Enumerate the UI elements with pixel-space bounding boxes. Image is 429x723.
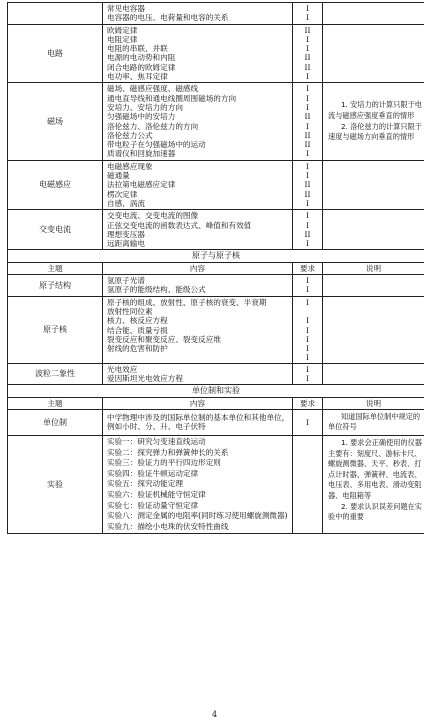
requirement-level: I xyxy=(306,418,309,428)
content-item: 匀强磁场中的安培力 xyxy=(107,112,176,122)
table-row-capacitor-tail xyxy=(8,3,425,25)
requirement-cell xyxy=(293,160,323,209)
requirement-level: I xyxy=(306,121,309,131)
requirement-level: I xyxy=(306,344,309,354)
requirement-level: I xyxy=(306,161,309,171)
note-cell xyxy=(323,160,425,209)
requirement-level: I xyxy=(306,44,309,54)
requirement-level: I xyxy=(306,364,309,374)
content-item: 质谱仪和回旋加速器 xyxy=(107,149,176,159)
content-item: 射线的危害和防护 xyxy=(107,344,168,354)
content-item: 洛伦兹力公式 xyxy=(107,130,153,140)
topic-cell: 单位制 xyxy=(8,409,103,435)
content-item: 爱因斯坦光电效应方程 xyxy=(107,373,183,383)
requirement-level: I xyxy=(306,276,309,286)
content-cell xyxy=(103,24,293,83)
content-item: 磁通量 xyxy=(107,171,130,181)
table-row-induction xyxy=(8,160,425,209)
column-header-note: 说明 xyxy=(323,397,425,409)
requirement-cell xyxy=(293,24,323,83)
content-cell xyxy=(103,160,293,209)
content-item: 洛伦兹力、洛伦兹力的方向 xyxy=(107,121,199,131)
content-item: 理想变压器 xyxy=(107,229,145,239)
content-item: 电阻定律 xyxy=(107,34,138,44)
topic-cell-empty xyxy=(8,3,103,25)
topic-cell: 交变电流 xyxy=(8,210,103,250)
content-cell xyxy=(103,210,293,250)
topic-cell: 磁场 xyxy=(8,83,103,160)
content-item: 实验五：探究动能定理 xyxy=(107,479,183,489)
requirement-level: I xyxy=(306,34,309,44)
note-cell xyxy=(323,363,425,385)
content-item: 氢原子光谱 xyxy=(107,276,145,286)
content-item: 自感、涡流 xyxy=(107,198,145,208)
note-paragraph: 1. 要求会正确使用的仪器主要有：刻度尺、游标卡尺、螺旋测微器、天平、秒表、打点计时器、弹簧秤、电流表、电压表、多用电表、滑动变阻器、电阻箱等 xyxy=(328,438,422,501)
content-cell xyxy=(103,296,293,363)
syllabus-table xyxy=(7,2,424,534)
column-header-content: 内容 xyxy=(103,262,293,274)
content-item: 楞次定律 xyxy=(107,189,138,199)
table-row-alternating-current xyxy=(8,210,425,250)
requirement-level: I xyxy=(306,211,309,221)
table-row-experiments xyxy=(8,436,425,534)
table-header-row xyxy=(8,262,425,274)
note-paragraph: 2. 洛伦兹力的计算只限于速度与磁场方向垂直的情形 xyxy=(328,121,422,142)
note-cell xyxy=(323,275,425,297)
topic-cell: 电磁感应 xyxy=(8,160,103,209)
requirement-level: II xyxy=(304,189,311,199)
requirement-level: I xyxy=(306,72,309,82)
column-header-requirement: 要求 xyxy=(293,397,323,409)
document-page xyxy=(7,2,424,717)
topic-cell: 原子结构 xyxy=(8,275,103,297)
requirement-level: II xyxy=(304,112,311,122)
note-cell xyxy=(323,3,425,25)
content-item: 正弦交变电流的函数表达式、峰值和有效值 xyxy=(107,220,252,230)
content-cell xyxy=(103,436,293,534)
requirement-level: II xyxy=(304,180,311,190)
table-row-magnetic-field xyxy=(8,83,425,160)
content-item: 法拉第电磁感应定律 xyxy=(107,180,176,190)
table-row-wave-particle-duality xyxy=(8,363,425,385)
content-item: 实验二：探究弹力和弹簧伸长的关系 xyxy=(107,447,229,457)
requirement-level: I xyxy=(306,198,309,208)
requirement-cell xyxy=(293,275,323,297)
table-row-circuit xyxy=(8,24,425,83)
content-item: 中学物理中涉及的国际单位制的基本单位和其他单位，例如小时、分、升、电子伏特 xyxy=(107,413,290,432)
content-item: 实验一：研究匀变速直线运动 xyxy=(107,437,206,447)
requirement-cell xyxy=(293,3,323,25)
requirement-level: I xyxy=(306,297,309,307)
content-item: 氢原子的能级结构、能级公式 xyxy=(107,285,206,295)
note-cell xyxy=(323,83,425,160)
content-item: 光电效应 xyxy=(107,364,138,374)
requirement-level: II xyxy=(304,53,311,63)
content-item: 实验九：描绘小电珠的伏安特性曲线 xyxy=(107,521,229,531)
requirement-level: I xyxy=(306,93,309,103)
note-paragraph: 1. 安培力的计算只限于电流与磁感应强度垂直的情形 xyxy=(328,100,422,120)
content-item: 安培力、安培力的方向 xyxy=(107,102,183,112)
content-item: 实验三：验证力的平行四边形定则 xyxy=(107,458,221,468)
content-item: 实验八：测定金属的电阻率(同时练习使用螺旋测微器) xyxy=(107,511,288,521)
page-number: 4 xyxy=(211,710,218,719)
syllabus-table-frame xyxy=(7,2,424,708)
content-item: 结合能、质量亏损 xyxy=(107,325,168,335)
content-item: 常见电容器 xyxy=(107,4,145,13)
requirement-level: I xyxy=(306,171,309,181)
topic-cell: 实验 xyxy=(8,436,103,534)
section-title-row xyxy=(8,385,425,397)
content-item: 实验六：验证机械能守恒定律 xyxy=(107,490,206,500)
requirement-level: I xyxy=(306,149,309,159)
content-item: 远距离输电 xyxy=(107,239,145,249)
topic-cell: 原子核 xyxy=(8,296,103,363)
requirement-level: I xyxy=(306,13,309,23)
content-cell xyxy=(103,275,293,297)
content-item: 带电粒子在匀强磁场中的运动 xyxy=(107,140,206,150)
requirement-level: I xyxy=(306,325,309,335)
requirement-cell xyxy=(293,409,323,435)
content-cell xyxy=(103,363,293,385)
requirement-level: I xyxy=(306,102,309,112)
note-paragraph: 2. 要求认识误差问题在实验中的重要 xyxy=(328,501,422,522)
requirement-level: II xyxy=(304,140,311,150)
column-header-topic: 主题 xyxy=(8,262,103,274)
content-cell xyxy=(103,3,293,25)
content-item: 放射性同位素 xyxy=(107,306,153,316)
requirement-level: I xyxy=(306,334,309,344)
content-cell xyxy=(103,83,293,160)
content-item: 电阻的串联、并联 xyxy=(107,44,168,54)
content-item: 电源的电动势和内阻 xyxy=(107,53,176,63)
section-title: 原子与原子核 xyxy=(8,250,425,262)
section-title: 单位制和实验 xyxy=(8,385,425,397)
content-item: 电容器的电压、电荷量和电容的关系 xyxy=(107,13,229,23)
requirement-cell xyxy=(293,210,323,250)
requirement-cell xyxy=(293,83,323,160)
content-item: 裂变反应和聚变反应、裂变反应堆 xyxy=(107,334,221,344)
requirement-level: I xyxy=(306,316,309,326)
note-cell xyxy=(323,296,425,363)
column-header-topic: 主题 xyxy=(8,397,103,409)
section-title-row xyxy=(8,250,425,262)
table-row-units xyxy=(8,409,425,435)
column-header-requirement: 要求 xyxy=(293,262,323,274)
requirement-cell xyxy=(293,296,323,363)
requirement-level: I xyxy=(306,84,309,94)
requirement-level: I xyxy=(306,239,309,249)
requirement-level: II xyxy=(304,229,311,239)
requirement-cell xyxy=(293,363,323,385)
requirement-cell xyxy=(293,436,323,534)
table-row-atomic-structure xyxy=(8,275,425,297)
content-item: 电磁感应现象 xyxy=(107,161,153,171)
topic-cell: 波粒二象性 xyxy=(8,363,103,385)
content-item: 实验四：验证牛顿运动定律 xyxy=(107,468,199,478)
note-cell xyxy=(323,24,425,83)
requirement-level: I xyxy=(306,373,309,383)
note-cell xyxy=(323,210,425,250)
content-item: 实验七：验证动量守恒定律 xyxy=(107,500,199,510)
requirement-level: I xyxy=(306,353,309,363)
column-header-note: 说明 xyxy=(323,262,425,274)
requirement-level: II xyxy=(304,25,311,35)
content-cell xyxy=(103,409,293,435)
column-header-content: 内容 xyxy=(103,397,293,409)
table-header-row xyxy=(8,397,425,409)
content-item: 磁场、磁感应强度、磁感线 xyxy=(107,84,199,94)
requirement-level: II xyxy=(304,130,311,140)
content-item: 核力、核反应方程 xyxy=(107,316,168,326)
requirement-spacer xyxy=(293,307,322,316)
table-row-nucleus xyxy=(8,296,425,363)
content-item: 电功率、焦耳定律 xyxy=(107,72,168,82)
content-item: 原子核的组成、放射性、原子核的衰变、半衰期 xyxy=(107,297,267,307)
requirement-level: I xyxy=(306,285,309,295)
content-item: 欧姆定律 xyxy=(107,25,138,35)
note-cell xyxy=(323,436,425,534)
requirement-level: I xyxy=(306,4,309,13)
note-cell xyxy=(323,409,425,435)
topic-cell: 电路 xyxy=(8,24,103,83)
requirement-level: I xyxy=(306,220,309,230)
content-item: 通电直导线和通电线圈周围磁场的方向 xyxy=(107,93,237,103)
note-paragraph: 知道国际单位制中规定的单位符号 xyxy=(328,411,421,432)
requirement-level: II xyxy=(304,62,311,72)
content-item: 闭合电路的欧姆定律 xyxy=(107,62,176,72)
content-item: 交变电流、交变电流的图像 xyxy=(107,211,199,221)
